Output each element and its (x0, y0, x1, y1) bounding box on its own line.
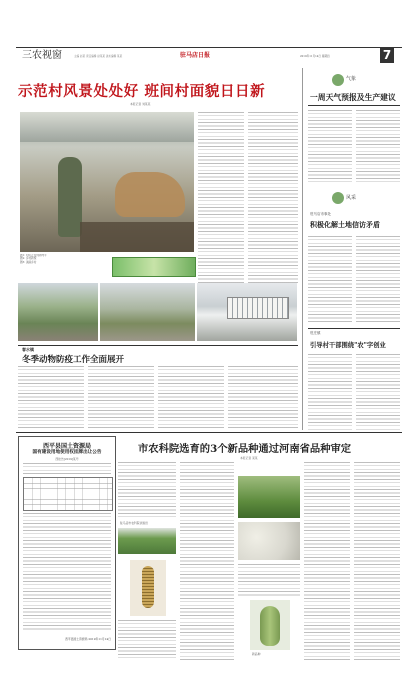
ad-table (23, 477, 113, 511)
weather-badge: 气象 (346, 76, 357, 82)
bottom-headline: 市农科院选育的3个新品种通过河南省品种审定 (138, 443, 352, 455)
winter-body-col-2 (88, 366, 154, 430)
feed-trough (80, 222, 194, 252)
bottom-byline: 本报记者 某某 (240, 456, 258, 460)
fengcai-body-col-1 (308, 236, 352, 324)
lead-photo-village (197, 283, 297, 341)
winter-body-col-3 (158, 366, 224, 430)
caption-2: 图2: 乡村新貌 (20, 257, 37, 261)
winter-rule (18, 345, 298, 346)
bottom-body-col-2 (180, 462, 234, 660)
xiangcun-rule (308, 328, 400, 329)
lead-byline: 本报记者 刘某某 (130, 102, 151, 106)
fengcai-badge-circle (332, 192, 344, 204)
xiangcun-kicker: 驻庄镇 (310, 331, 321, 335)
ad-intro-text (23, 463, 111, 475)
fengcai-body-col-2 (356, 236, 400, 324)
cattle-shape (115, 172, 185, 217)
page-number: 7 (382, 48, 392, 62)
ad-title-1: 西平县国土资源局 (42, 443, 91, 450)
winter-kicker: 春水镇 (22, 347, 34, 352)
lead-body-text-2 (248, 112, 298, 284)
bottom-caption-b: 新品种 (252, 652, 261, 656)
ad-title-2: 国有建设用地使用权挂牌出让公告 (32, 450, 102, 455)
lead-photo-trees (18, 283, 98, 341)
bottom-photo-crop (238, 476, 300, 518)
green-banner-image (112, 257, 196, 277)
ad-doc-no: 西挂告[2019]某号 (55, 457, 79, 461)
xiangcun-body-col-2 (356, 354, 400, 430)
lead-photo-field (100, 283, 195, 341)
fengcai-title: 积极化解土地信访矛盾 (310, 220, 380, 229)
lead-headline: 示范村风景处处好 班间村面貌日日新 (18, 83, 266, 100)
page-number-box (380, 48, 394, 63)
corn-ear (142, 566, 154, 608)
weather-body-col-1 (308, 110, 352, 182)
lead-captions (20, 254, 100, 274)
bottom-body-col-4 (304, 462, 350, 660)
vegetable-shape (260, 606, 280, 646)
bottom-body-col-3 (238, 564, 300, 598)
caption-3: 图3: 美丽乡村 (20, 260, 37, 264)
ad-footer: 西平县国土资源局 2019年11月14日 (65, 637, 111, 641)
bottom-body-col-5 (354, 462, 400, 660)
masthead-sub-info: 主编 赵某 责任编辑 赵某某 美术编辑 某某 (74, 55, 123, 58)
weather-badge-circle (332, 74, 344, 86)
ad-body-text (23, 513, 111, 631)
issue-date: 2019年11月14日 星期四 (300, 55, 330, 58)
bottom-photo-field (118, 528, 176, 554)
bottom-photo-vegetable (250, 600, 290, 650)
winter-headline: 冬季动物防疫工作全面展开 (22, 355, 125, 365)
ad-box (18, 436, 116, 650)
bottom-rule (16, 432, 402, 433)
xiangcun-title: 引导村干部围绕"农"字创业 (310, 342, 386, 349)
fengcai-kicker: 驻马店市事处 (310, 212, 331, 216)
bottom-caption-a: 驻马店市农科院试验田 (120, 521, 148, 525)
fengcai-badge: 风采 (346, 195, 357, 201)
caption-1: 图1: 村民正在饲养肉牛 (20, 254, 47, 257)
bottom-body-col-1 (118, 462, 176, 520)
right-column-divider (302, 68, 303, 430)
bottom-photo-seeds (238, 522, 300, 560)
farmer-shape (58, 157, 82, 237)
masthead-rule (16, 47, 402, 48)
barn-roof (20, 112, 194, 142)
winter-body-col-4 (228, 366, 298, 430)
bottom-photo-corn (130, 560, 166, 616)
winter-body-col-1 (18, 366, 84, 430)
lead-photo-barn (20, 112, 194, 252)
village-building (227, 297, 289, 319)
paper-name: 驻马店日报 (180, 52, 211, 59)
bottom-body-col-1b (118, 620, 176, 660)
weather-title: 一周天气预报及生产建议 (310, 93, 396, 102)
xiangcun-body-col-1 (308, 354, 352, 430)
weather-rule (308, 105, 400, 106)
lead-body-text (198, 112, 244, 284)
weather-body-col-2 (356, 110, 400, 182)
section-title: 三农视窗 (22, 50, 62, 61)
